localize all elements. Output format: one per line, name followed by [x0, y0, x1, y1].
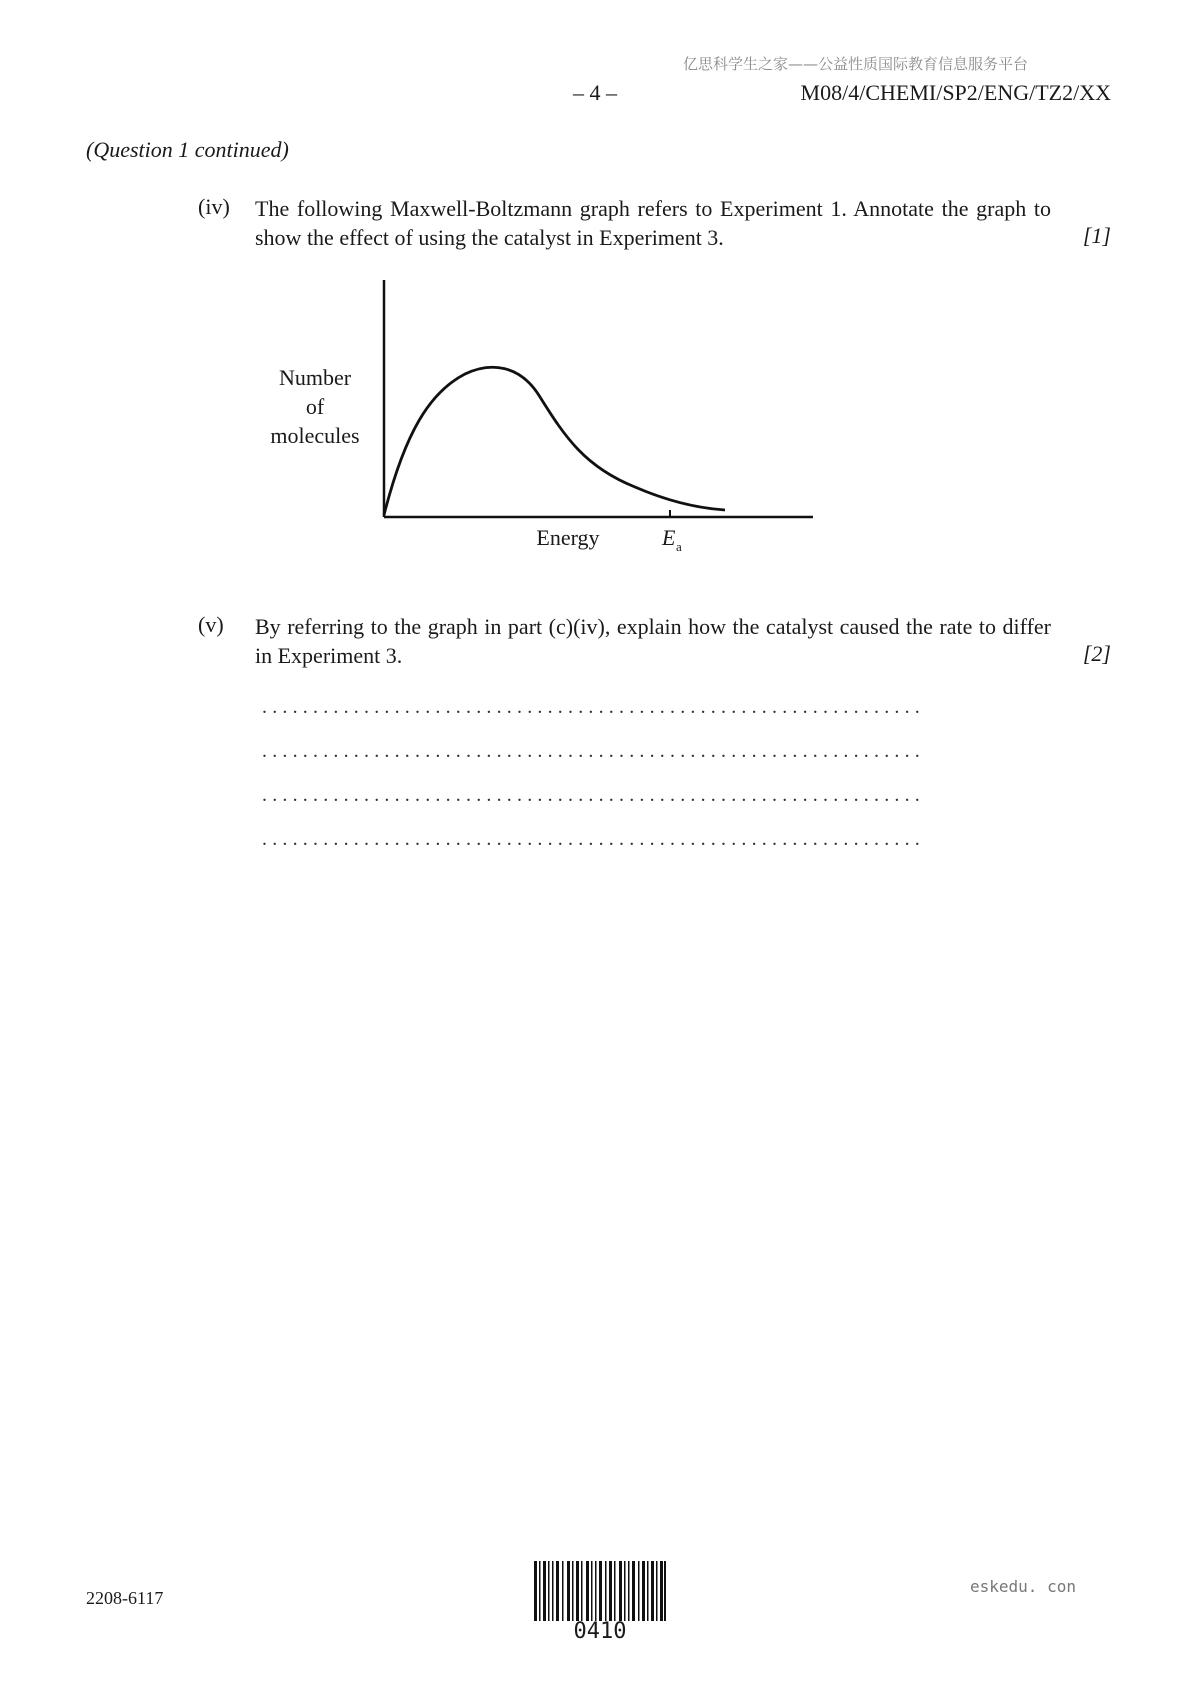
- y-axis-label-line-3: molecules: [270, 423, 360, 448]
- barcode-number: 0410: [573, 1619, 627, 1644]
- page-number: – 4 –: [573, 80, 617, 105]
- y-axis-label-line-1: Number: [278, 365, 352, 390]
- part-iv-label: (iv): [198, 194, 230, 219]
- distribution-curve: [384, 367, 725, 515]
- part-v-text: By referring to the graph in part (c)(iv), explain how the catalyst caused the rate to differ in Experiment 3.: [255, 614, 1051, 668]
- part-iv-text: The following Maxwell-Boltzmann graph refers to Experiment 1. Annotate the graph to show the effect of using the catalyst in Experiment 3.: [255, 196, 1051, 250]
- part-iv-marks: [1]: [1082, 223, 1111, 248]
- answer-line[interactable]: .................................................................: [262, 740, 925, 762]
- ea-subscript: a: [676, 539, 682, 554]
- y-axis-label-line-2: of: [305, 394, 325, 419]
- part-v-marks: [2]: [1082, 641, 1111, 666]
- maxwell-boltzmann-graph: [255, 272, 835, 572]
- ea-label: E: [662, 525, 676, 550]
- paper-code: M08/4/CHEMI/SP2/ENG/TZ2/XX: [800, 80, 1111, 105]
- site-watermark: eskedu. con: [970, 1577, 1076, 1596]
- footer-code: 2208-6117: [86, 1588, 164, 1608]
- part-v-label: (v): [198, 612, 224, 637]
- answer-line[interactable]: .................................................................: [262, 696, 925, 718]
- x-axis-label: Energy: [536, 525, 600, 550]
- question-continued-label: (Question 1 continued): [86, 137, 289, 162]
- barcode-image: [534, 1561, 666, 1621]
- watermark-text: 亿思科学生之家——公益性质国际教育信息服务平台: [683, 55, 1029, 73]
- answer-line[interactable]: .................................................................: [262, 828, 925, 850]
- answer-line[interactable]: .................................................................: [262, 784, 925, 806]
